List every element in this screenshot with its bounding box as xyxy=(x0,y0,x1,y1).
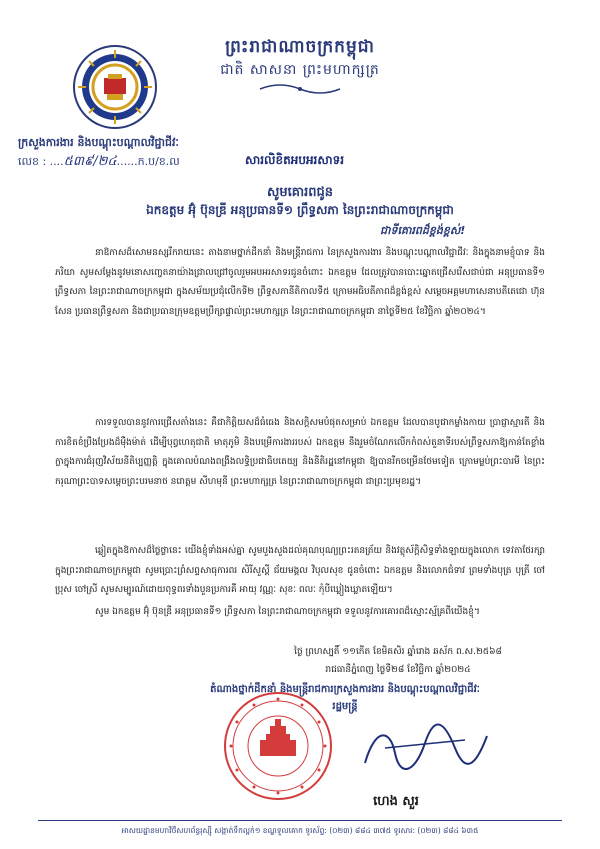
body-paragraph-4 xyxy=(55,603,545,623)
handwritten-signature xyxy=(355,718,495,778)
signatory-name: ហេង សួរ xyxy=(373,794,419,809)
ref-number-value: ៥៣៩ xyxy=(63,154,94,169)
ministry-logo xyxy=(72,44,158,130)
body-paragraph-2 xyxy=(55,414,545,492)
national-motto: ជាតិ សាសនា ព្រះមហាក្សត្រ xyxy=(220,62,380,78)
body-paragraph-1-text: នាឱកាសដ៏សោមនស្សរីករាយនេះ តាងនាមថ្នាក់ដឹកនាំ និងមន្ត្រីរាជការ នៃក្រសួងការងារ និងបណ្តុះបណ្តាលវិជ្ជាជីវៈ និងក្នុងនាមខ្ញុំបាទ និងភរិយា សូមសម្តែងនូវមនោសញ្ចេតនាយ៉ាងជ្រាលជ្រៅចូលរួមអបអរសាទរជូនចំពោះ ឯកឧត្តម ដែលត្រូវបានបោះឆ្នោតជ្រើសរើសជាប់ជា អនុប្រធានទី១ ព្រឹទ្ធសភា នៃព្រះរាជាណាចក្រកម្ពុជា ក្នុងសម័យប្រជុំលើកទី២ ព្រឹទ្ធសភានីតិកាលទី៥ ក្រោមអធិបតីភាពដ៏ខ្ពង់ខ្ពស់ សម្តេចអគ្គមហាសេនាបតីតេជោ ហ៊ុន សែន ប្រធានព្រឹទ្ធសភា និងជាប្រធានក្រុមឧត្តមប្រឹក្សាផ្ទាល់ព្រះមហាក្សត្រ នៃព្រះរាជាណាចក្រកម្ពុជា នាថ្ងៃទី២៥ ខែវិច្ឆិកា ឆ្នាំ២០២៤។ xyxy=(55,248,545,317)
footer-address: អាសយដ្ឋានមហាវិថីសហព័ន្ធរុស្ស៊ី សង្កាត់ទឹកល្អក់១ ខណ្ឌទួលគោក ទូរស័ព្ទ: (០២៣) ៨៨៤ ៣៧៥ ទូរសារ: (០២៣) ៨៨៤ ៦៣៥ xyxy=(121,826,479,835)
salutation: ជាទីគោរពដ៏ខ្ពង់ខ្ពស់! xyxy=(380,224,466,237)
ref-label: លេខ xyxy=(18,155,39,168)
signatory-title: តំណាងថ្នាក់ដឹកនាំ និងមន្ត្រីរាជការក្រសួងការងារ និងបណ្តុះបណ្តាលវិជ្ជាជីវៈ xyxy=(210,684,480,695)
solar-date: រាជធានីភ្នំពេញ ថ្ងៃទី២៨ ខែវិច្ឆិកា ឆ្នាំ២០២៤ xyxy=(325,665,471,675)
tacteng-ornament xyxy=(255,82,345,100)
lunar-date: ថ្ងៃ ព្រហស្បតិ៍ ១១កើត ខែមិគសិរ ឆ្នាំរោង ឆស័ក ព.ស.២៥៦៨ xyxy=(294,647,502,657)
reference-number: លេខ : ....៥៣៩/២៤......ក.ប/ខ.ល xyxy=(18,154,180,169)
signatory-role: រដ្ឋមន្ត្រី xyxy=(332,701,358,712)
respect-line: សូមគោរពជូន xyxy=(266,185,333,200)
footer-divider xyxy=(38,820,562,821)
body-paragraph-3-text: ឆ្លៀតក្នុងឱកាសដ៏ថ្លៃថ្លានេះ យើងខ្ញុំទាំងអស់គ្នា សូមបួងសួងដល់គុណបុណ្យព្រះរតនត្រ័យ និងវត្ថុស័ក្តិសិទ្ធទាំងឡាយក្នុងលោក ទេវតាថែរក្សាក្នុងព្រះរាជាណាចក្រកម្ពុជា សូមប្រោះព្រំសព្ទសាធុការពរ សិរីសួស្តី ជ័យមង្គល វិបុលសុខ ជូនចំពោះ ឯកឧត្តម និងលោកជំទាវ ព្រមទាំងបុត្រ បុត្រី ចៅប្រុស ចៅស្រី សូមសម្បូរណ៍ដោយពុទ្ធពរទាំងបួនប្រការគឺ អាយុ វណ្ណៈ សុខៈ ពលៈ កុំបីឃ្លៀងឃ្លាតឡើយ។ xyxy=(55,546,545,595)
document-type: សារលិខិតអបអរសាទរ xyxy=(245,153,345,167)
body-paragraph-1 xyxy=(55,244,545,322)
body-paragraph-2-text: ការទទួលបាននូវការជ្រើសតាំងនេះ គឺជាកិត្តិយសដ៏ធំធេង និងសក្តិសមបំផុតសម្រាប់ ឯកឧត្តម ដែលបានបូជាកម្លាំងកាយ ប្រាជ្ញាស្មារតី និងការខិតខំប្រឹងប្រែងដ៏ម៉ឺងម៉ាត់ ដើម្បីបុព្វហេតុជាតិ មាតុភូមិ និងបម្រើការងាររបស់ ឯកឧត្តម នឹងរួមចំណែកលើកកំពស់តួនាទីរបស់ព្រឹទ្ធសភាឱ្យកាន់តែខ្លាំងក្លាក្នុងការជំរុញវិស័យនីតិប្បញ្ញត្តិ ក្នុងគោលបំណងពង្រឹងលទ្ធិប្រជាធិបតេយ្យ និងនីតិរដ្ឋនៅកម្ពុជា ឱ្យបានរីកចម្រើនថែមទៀត ក្រោមម្លប់ព្រះបារមី នៃព្រះករុណាព្រះបាទសម្តេចព្រះបរមនាថ នរោត្តម សីហមុនី ព្រះមហាក្សត្រ នៃព្រះរាជាណាចក្រកម្ពុជា ជាព្រះប្រមុខរដ្ឋ។ xyxy=(55,418,545,487)
body-paragraph-4-text: សូម ឯកឧត្តម អ៊ុំ ប៊ុនឌ្រី អនុប្រធានទី១ ព្រឹទ្ធសភា នៃព្រះរាជាណាចក្រកម្ពុជា ទទួលនូវការគោរពដ៏ស្មោះស្ម័គ្រពីយើងខ្ញុំ។ xyxy=(95,607,480,617)
addressee-line: ឯកឧត្តម អ៊ុំ ប៊ុនឌ្រី អនុប្រធានទី១ ព្រឹទ្ធសភា នៃព្រះរាជាណាចក្រកម្ពុជា xyxy=(146,203,454,217)
ministry-name: ក្រសួងការងារ និងបណ្តុះបណ្តាលវិជ្ជាជីវៈ xyxy=(18,136,179,149)
kingdom-heading: ព្រះរាជាណាចក្រកម្ពុជា xyxy=(225,37,375,57)
official-seal-stamp xyxy=(222,690,334,802)
ref-suffix: /២៤ xyxy=(93,154,117,169)
ref-mark: ក.ប/ខ.ល xyxy=(137,155,180,168)
body-paragraph-3 xyxy=(55,542,545,601)
